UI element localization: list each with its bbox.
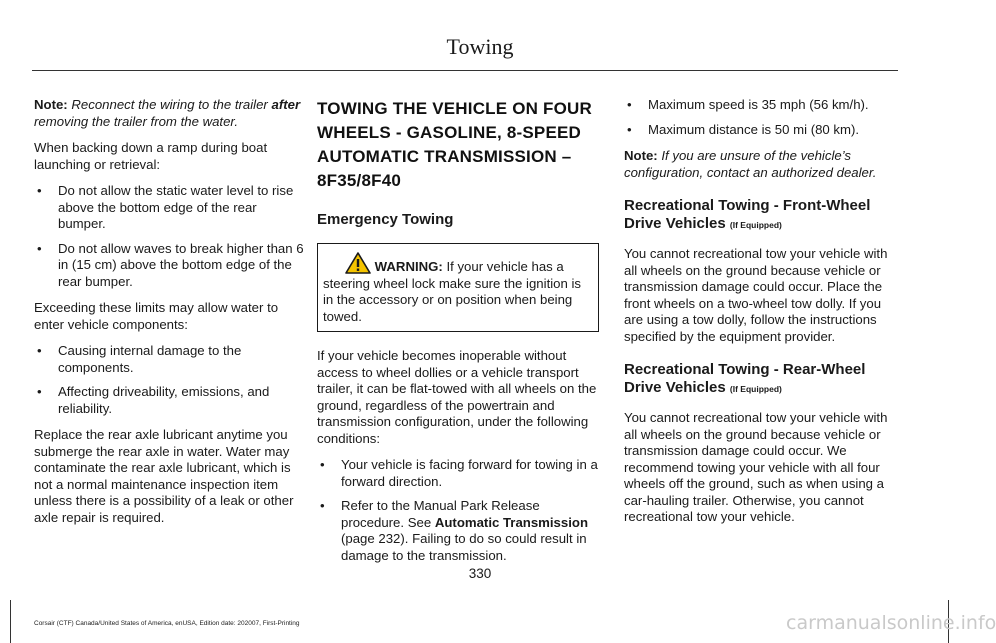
list-item: • Affecting driveability, emissions, and reliability. <box>34 384 306 417</box>
edition-footer: Corsair (CTF) Canada/United States of America, enUSA, Edition date: 202007, First-Printing <box>34 620 300 627</box>
note-label: Note: <box>34 97 68 112</box>
page-frame-left <box>10 600 11 643</box>
note-text-emphasis: after <box>271 97 301 112</box>
list-item: • Causing internal damage to the components. <box>34 343 306 376</box>
axle-lubricant-paragraph: Replace the rear axle lubricant anytime you submerge the rear axle in water. Water may contaminate the rear axle lubricant, which is not a normal maintenance inspection item unless there is a possibility of a leak or other axle repair is required. <box>34 427 294 525</box>
note-text-pre: Reconnect the wiring to the trailer <box>71 97 272 112</box>
ramp-intro-paragraph: When backing down a ramp during boat launching or retrieval: <box>34 140 268 172</box>
rear-wheel-paragraph: You cannot recreational tow your vehicle with all wheels on the ground because vehicle or transmission damage could occur. We recommend towing your vehicle with all four wheels off the ground, such as when using a car-hauling trailer. Otherwise, you cannot recreational tow your vehicle. <box>624 410 888 524</box>
list-item: • Maximum distance is 50 mi (80 km). <box>624 122 896 139</box>
limits-paragraph: Exceeding these limits may allow water to enter vehicle components: <box>34 300 279 332</box>
section-heading: TOWING THE VEHICLE ON FOUR WHEELS - GASOLINE, 8-SPEED AUTOMATIC TRANSMISSION – 8F35/8F40 <box>317 99 593 190</box>
column-middle <box>317 97 599 574</box>
front-wheel-heading-text: Recreational Towing - Front-Wheel Drive Vehicles <box>624 197 871 232</box>
column-right <box>624 97 896 536</box>
list-item: • Do not allow the static water level to rise above the bottom edge of the rear bumper. <box>34 183 306 233</box>
rear-wheel-heading <box>624 361 896 398</box>
warning-box <box>317 243 599 332</box>
component-effects-list <box>34 343 306 417</box>
list-item: • Maximum speed is 35 mph (56 km/h). <box>624 97 896 114</box>
warning-text: If your vehicle has a steering wheel lock make sure the ignition is in the accessory or on position when being towed. <box>323 259 582 324</box>
water-level-list <box>34 183 306 290</box>
list-item <box>317 498 599 564</box>
rear-wheel-heading-text: Recreational Towing - Rear-Wheel Drive Vehicles <box>624 361 866 396</box>
watermark: carmanualsonline.info <box>786 612 996 634</box>
if-equipped-label: (If Equipped) <box>729 220 782 230</box>
dealer-note <box>624 148 896 181</box>
manual-park-text-post: (page 232). Failing to do so could result in damage to the transmission. <box>341 531 587 563</box>
tow-limits-list <box>624 97 896 138</box>
emergency-towing-heading: Emergency Towing <box>317 211 454 228</box>
manual-park-text-pre: Refer to the Manual Park Release procedure. See <box>341 498 540 530</box>
front-wheel-heading <box>624 197 896 234</box>
list-item: • Do not allow waves to break higher than 6 in (15 cm) above the bottom edge of the rear bumper. <box>34 241 306 291</box>
header-divider <box>32 70 898 71</box>
trailer-wiring-note <box>34 97 306 130</box>
note-text-post: removing the trailer from the water. <box>34 113 238 129</box>
automatic-transmission-link[interactable]: Automatic Transmission <box>434 514 588 530</box>
flat-tow-conditions-list <box>317 457 599 564</box>
note-text: If you are unsure of the vehicle’s configuration, contact an authorized dealer. <box>624 148 877 180</box>
note-label: Note: <box>624 148 658 163</box>
flat-tow-paragraph: If your vehicle becomes inoperable without access to wheel dollies or a vehicle transport trailer, it can be flat-towed with all wheels on the ground, regardless of the powertrain and transmission configuration, under the following conditions: <box>317 348 597 446</box>
column-left <box>34 97 306 536</box>
if-equipped-label: (If Equipped) <box>729 384 782 394</box>
warning-label: WARNING: <box>374 259 443 274</box>
list-item: • Your vehicle is facing forward for towing in a forward direction. <box>317 457 599 490</box>
page-title: Towing <box>446 34 514 59</box>
front-wheel-paragraph: You cannot recreational tow your vehicle with all wheels on the ground because vehicle or transmission damage could occur. Place the front wheels on a two-wheel tow dolly. If you are using a tow dolly, follow the instructions specified by the equipment provider. <box>624 246 888 344</box>
page-number: 330 <box>468 566 492 581</box>
warning-triangle-icon <box>345 252 371 274</box>
